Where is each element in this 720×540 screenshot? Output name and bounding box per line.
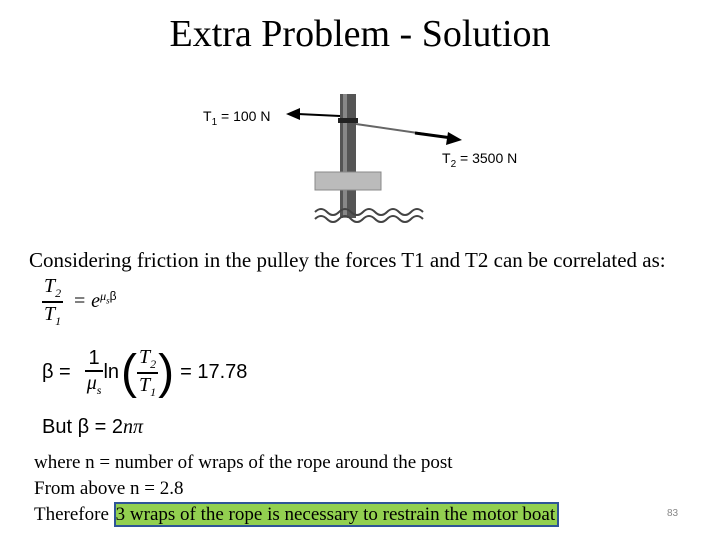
post-diagram [190, 88, 560, 228]
arrow-t1 [286, 108, 300, 120]
line-wraps-definition: where n = number of wraps of the rope around the post [34, 452, 453, 473]
t2-label: $T_2 = 3500$ N [442, 150, 518, 170]
equation-2: β = $\frac{1}{\mu_s}$ ln ( $\frac{T_2}{T_1}$ ) = 17.78 [42, 345, 248, 399]
rope-t1 [298, 114, 340, 116]
arrow-t2 [446, 132, 462, 145]
equation-3: But β = 2nπ [42, 416, 144, 438]
line-conclusion: Therefore 3 wraps of the rope is necessary to restrain the motor boat [34, 503, 559, 527]
page-number: 83 [667, 508, 679, 519]
rope-wrap [338, 118, 358, 123]
t1-label: $T_1 = 100$ N [203, 108, 271, 128]
line-n-value: From above n = 2.8 [34, 478, 184, 499]
post [340, 94, 356, 218]
dock-platform [315, 172, 381, 190]
equation-1: $\frac{T_2}{T_1}$ = $e^{\mu_s\beta}$ [44, 275, 117, 328]
slide-title: Extra Problem - Solution [169, 13, 551, 55]
highlighted-conclusion: 3 wraps of the rope is necessary to restrain the motor boat [114, 502, 560, 527]
water-waves [315, 209, 423, 215]
explanation-sentence: Considering friction in the pulley the forces T1 and T2 can be correlated as: [29, 248, 666, 272]
